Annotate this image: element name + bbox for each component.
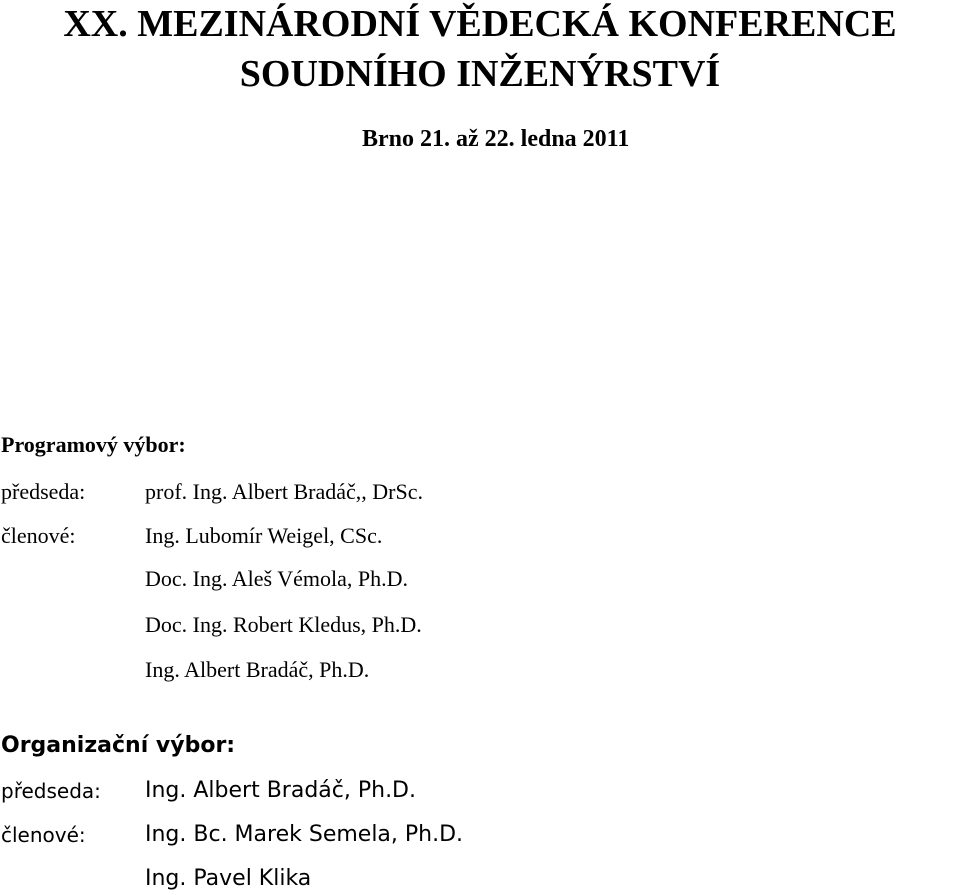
conference-title-line-1: XX. MEZINÁRODNÍ VĚDECKÁ KONFERENCE	[63, 3, 897, 45]
programme-chair-name: prof. Ing. Albert Bradáč,, DrSc.	[145, 479, 423, 504]
conference-title-line-2: SOUDNÍHO INŽENÝRSTVÍ	[239, 53, 721, 95]
programme-chair-label: předseda:	[1, 479, 86, 504]
organising-members-label: členové:	[1, 823, 86, 847]
organising-chair-label: předseda:	[1, 779, 101, 803]
programme-committee-heading: Programový výbor:	[1, 432, 186, 457]
programme-member: Doc. Ing. Robert Kledus, Ph.D.	[145, 612, 422, 637]
organising-member: Ing. Bc. Marek Semela, Ph.D.	[145, 822, 464, 847]
event-date: Brno 21. až 22. ledna 2011	[362, 126, 630, 152]
organising-committee-heading: Organizační výbor:	[1, 733, 236, 758]
programme-member: Doc. Ing. Aleš Vémola, Ph.D.	[145, 566, 408, 591]
organising-chair-name: Ing. Albert Bradáč, Ph.D.	[145, 778, 416, 803]
programme-member: Ing. Lubomír Weigel, CSc.	[145, 523, 383, 548]
organising-member: Ing. Pavel Klika	[145, 866, 312, 891]
programme-member: Ing. Albert Bradáč, Ph.D.	[145, 657, 370, 682]
programme-members-label: členové:	[1, 523, 76, 548]
